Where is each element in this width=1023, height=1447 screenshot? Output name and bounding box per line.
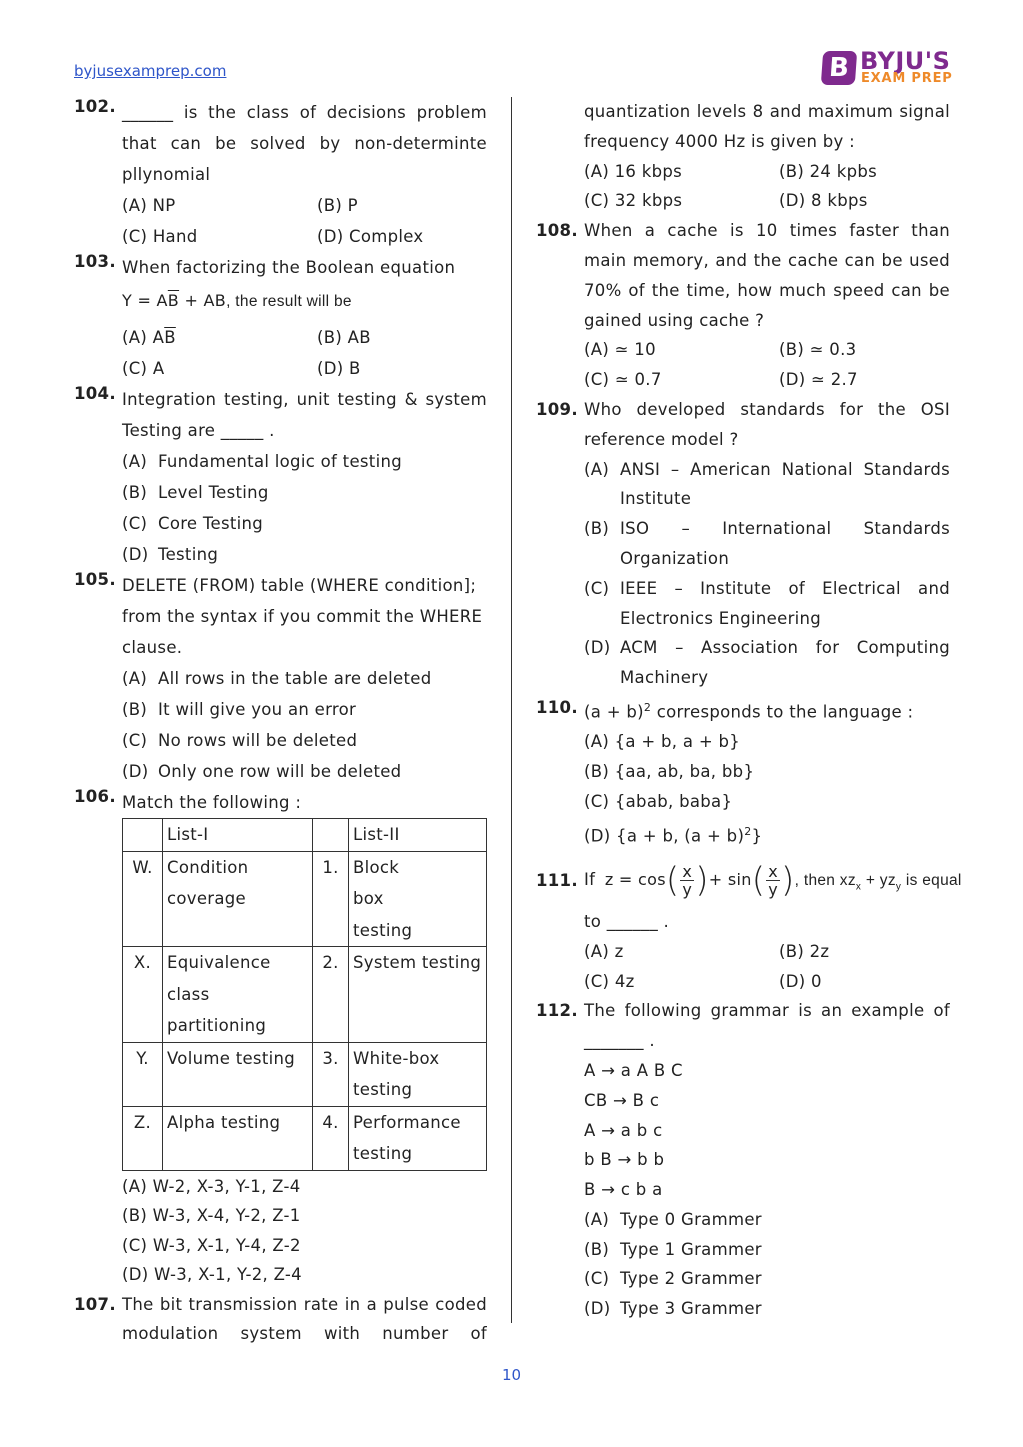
option-c	[122, 508, 487, 539]
option-b: (B) P	[317, 196, 358, 215]
table-cell: X.	[123, 947, 163, 1043]
options	[584, 157, 950, 217]
eq-tail: , the result will be	[226, 293, 352, 310]
table-cell: White-box testing	[349, 1042, 487, 1106]
question-107-continued	[536, 97, 950, 216]
table-cell: Equivalence class partitioning	[163, 947, 313, 1043]
fraction-numerator: x	[682, 861, 693, 881]
question-text	[584, 693, 950, 727]
fraction-denominator: y	[768, 879, 779, 899]
question-text: Match the following :	[122, 793, 302, 812]
logo-title: BYJU'S	[860, 47, 951, 75]
question-number: 104.	[74, 384, 116, 403]
grammar-rule: b B → b b	[584, 1150, 665, 1170]
question-104	[74, 384, 487, 570]
option-a	[122, 322, 317, 353]
option-d: (D) 0	[779, 971, 822, 991]
option-letter: (A)	[584, 459, 610, 479]
is-equal: is equal	[901, 871, 962, 889]
option-letter: (B)	[584, 519, 610, 539]
option-text: ANSI – American National Standards Institute	[620, 459, 950, 509]
table-cell: 1.	[313, 851, 349, 947]
question-text-to: to ______ .	[584, 911, 670, 931]
question-number: 106.	[74, 787, 116, 806]
text-sup: 2	[643, 700, 652, 714]
option-b: (B) {aa, ab, ba, bb}	[584, 762, 755, 782]
option-text: It will give you an error	[158, 700, 357, 719]
grammar-rule: A → a A B C	[584, 1060, 683, 1080]
option-a: (A) {a + b, a + b}	[584, 732, 741, 752]
options	[122, 190, 487, 252]
options	[584, 937, 950, 997]
option-text: Only one row will be deleted	[158, 762, 402, 781]
table-row	[123, 1042, 487, 1106]
site-link[interactable]: byjusexamprep.com	[74, 62, 227, 80]
options	[122, 446, 487, 570]
option-d	[122, 539, 487, 570]
question-number: 105.	[74, 570, 116, 589]
option-letter: (D)	[122, 545, 149, 564]
sub-y: y	[895, 881, 902, 893]
option-d	[584, 817, 950, 851]
table-cell: Alpha testing	[163, 1106, 313, 1170]
question-112	[536, 996, 950, 1324]
question-text: When factorizing the Boolean equation	[122, 258, 456, 277]
option-b: (B) 24 kpbs	[779, 161, 878, 181]
table-cell: 3.	[313, 1042, 349, 1106]
table-cell: Y.	[123, 1042, 163, 1106]
table-cell: 4.	[313, 1106, 349, 1170]
option-d	[584, 633, 950, 693]
plus-sin: + sin	[708, 869, 752, 889]
option-d	[584, 1294, 950, 1324]
question-text: Integration testing, unit testing & system Testing are _____ .	[122, 390, 487, 440]
paren-close: )	[781, 860, 795, 901]
option-a: (A) NP	[122, 196, 176, 215]
option-a	[584, 455, 950, 515]
question-number: 107.	[74, 1294, 116, 1314]
option-d: (D) B	[317, 359, 361, 378]
table-cell: Z.	[123, 1106, 163, 1170]
option-text: Core Testing	[158, 514, 264, 533]
option-letter: (D)	[584, 1299, 611, 1319]
table-header-row	[123, 819, 487, 852]
plus-y: + yz	[861, 871, 896, 889]
option-text: All rows in the table are deleted	[158, 669, 432, 688]
options	[584, 1205, 950, 1324]
options	[584, 727, 950, 851]
option-letter: (C)	[122, 514, 148, 533]
fraction-denominator: y	[682, 879, 693, 899]
option-text: No rows will be deleted	[158, 731, 358, 750]
match-table	[122, 818, 487, 1171]
question-text: When a cache is 10 times faster than main memory, and the cache can be used 70% of the time, how much speed can be gained using cache ?	[584, 221, 950, 330]
logo-mark-icon: B	[821, 51, 857, 85]
question-109	[536, 395, 950, 693]
option-d-post: }	[751, 826, 763, 846]
question-103	[74, 252, 487, 384]
option-b	[584, 514, 950, 574]
question-text-part-2: quantization levels 8 and maximum signal frequency 4000 Hz is given by :	[584, 102, 950, 151]
option-text: Type 3 Grammer	[620, 1299, 762, 1319]
table-cell: System testing	[349, 947, 487, 1043]
question-text: ______ is the class of decisions problem that can be solved by non-determinte pllynomial	[122, 103, 487, 184]
table-cell: Volume testing	[163, 1042, 313, 1106]
text-post: corresponds to the language :	[651, 702, 914, 722]
option-letter: (C)	[584, 1269, 610, 1289]
grammar-rule: B → c b a	[584, 1180, 663, 1200]
options	[122, 663, 487, 787]
eq-prefix: Y = A	[122, 291, 168, 310]
option-d: (D) 8 kbps	[779, 191, 868, 211]
boolean-equation	[122, 283, 487, 320]
option-a-bar: $\overline{B}$	[164, 328, 176, 347]
question-110	[536, 693, 950, 851]
question-number: 108.	[536, 221, 578, 241]
option-c: (C) A	[122, 359, 165, 378]
option-c: (C) {abab, baba}	[584, 791, 733, 811]
question-number: 112.	[536, 1001, 578, 1021]
table-cell	[123, 819, 163, 852]
options	[584, 335, 950, 395]
table-cell	[313, 819, 349, 852]
fraction-numerator: x	[768, 861, 779, 881]
page-number: 10	[501, 1366, 522, 1384]
option-b	[122, 477, 487, 508]
question-equation	[584, 857, 962, 903]
logo-subtitle: EXAM PREP	[861, 71, 953, 86]
option-a	[584, 1205, 950, 1235]
option-c	[584, 574, 950, 634]
right-column	[536, 97, 962, 1324]
question-number: 102.	[74, 97, 116, 116]
option-letter: (A)	[584, 1209, 610, 1229]
question-text-part-1: The bit transmission rate in a pulse coded modulation system with number of	[122, 1294, 487, 1343]
fraction	[680, 863, 694, 898]
grammar-rule: A → a b c	[584, 1120, 663, 1140]
table-cell: 2.	[313, 947, 349, 1043]
option-letter: (B)	[122, 700, 148, 719]
table-row	[123, 851, 487, 947]
eq-suffix: + AB	[179, 291, 227, 310]
option-c	[584, 1264, 950, 1294]
option-b: (B) 2z	[779, 941, 830, 961]
table-row	[123, 1106, 487, 1170]
option-c: (C) 4z	[584, 971, 635, 991]
option-d: (D) ≃ 2.7	[779, 370, 858, 390]
if-label: If	[584, 869, 596, 889]
question-107	[74, 1290, 487, 1349]
option-text: Type 0 Grammer	[620, 1209, 762, 1229]
paren-open: (	[665, 860, 680, 901]
options	[122, 322, 487, 384]
question-number: 103.	[74, 252, 116, 271]
option-c: (C) ≃ 0.7	[584, 370, 662, 390]
option-b: (B) AB	[317, 328, 371, 347]
paren-close: )	[695, 860, 709, 901]
option-a-label: (A) A	[122, 328, 165, 347]
option-text: Testing	[158, 545, 219, 564]
eq-bar: $\overline{B}$	[167, 291, 180, 310]
table-cell: W.	[123, 851, 163, 947]
table-header-list-2: List-II	[349, 819, 487, 852]
question-106	[74, 787, 487, 1290]
option-c	[122, 725, 487, 756]
then-text: , then xz	[794, 871, 856, 889]
option-text: ACM – Association for Computing Machinery	[620, 638, 950, 688]
option-a: (A) W-2, X-3, Y-1, Z-4	[122, 1176, 301, 1196]
option-letter: (D)	[122, 762, 149, 781]
question-text: The following grammar is an example of _______ .	[584, 1001, 950, 1051]
table-cell: Condition coverage	[163, 851, 313, 947]
option-text: Type 1 Grammer	[620, 1239, 762, 1259]
question-108	[536, 216, 950, 395]
question-number: 111.	[536, 870, 578, 890]
question-111	[536, 857, 962, 996]
question-102	[74, 97, 487, 252]
option-d: (D) Complex	[317, 227, 424, 246]
option-text: Fundamental logic of testing	[158, 452, 402, 471]
option-letter: (B)	[584, 1239, 610, 1259]
options	[584, 455, 950, 693]
option-c: (C) Hand	[122, 227, 198, 246]
question-number: 110.	[536, 697, 578, 717]
z-eq: z = cos	[604, 869, 666, 889]
column-divider	[511, 97, 512, 1323]
option-letter: (B)	[122, 483, 148, 502]
option-text: IEEE – Institute of Electrical and Electronics Engineering	[620, 578, 950, 628]
paren-open: (	[751, 860, 766, 901]
table-row	[123, 947, 487, 1043]
option-letter: (C)	[122, 731, 148, 750]
option-a: (A) ≃ 10	[584, 340, 656, 360]
option-d	[122, 756, 487, 787]
table-cell: Block box testing	[349, 851, 487, 947]
sub-x: x	[855, 881, 862, 893]
question-number: 109.	[536, 399, 578, 419]
grammar-rule: CB → B c	[584, 1090, 660, 1110]
text-pre: (a + b)	[584, 702, 644, 722]
option-letter: (A)	[122, 452, 148, 471]
option-letter: (D)	[584, 638, 611, 658]
option-b	[584, 1235, 950, 1265]
option-b: (B) W-3, X-4, Y-2, Z-1	[122, 1206, 301, 1225]
option-text: ISO – International Standards Organization	[620, 519, 950, 568]
option-a: (A) z	[584, 941, 624, 961]
option-a	[122, 446, 487, 477]
question-text: DELETE (FROM) table (WHERE condition]; from the syntax if you commit the WHERE clause.	[122, 576, 483, 657]
table-cell: Performance testing	[349, 1106, 487, 1170]
fraction	[766, 863, 780, 898]
question-105	[74, 570, 487, 787]
question-text: Who developed standards for the OSI reference model ?	[584, 399, 950, 449]
option-a: (A) 16 kbps	[584, 161, 683, 181]
left-column	[74, 97, 487, 1349]
table-header-list-1: List-I	[163, 819, 313, 852]
option-text: Type 2 Grammer	[620, 1269, 762, 1289]
grammar-rules	[584, 1056, 950, 1205]
options	[122, 1172, 487, 1290]
option-letter: (A)	[122, 669, 148, 688]
option-c: (C) W-3, X-1, Y-4, Z-2	[122, 1235, 301, 1255]
option-d-sup: 2	[744, 824, 752, 838]
option-d: (D) W-3, X-1, Y-2, Z-4	[122, 1265, 302, 1284]
option-letter: (C)	[584, 578, 610, 598]
option-d-pre: (D) {a + b, (a + b)	[584, 826, 745, 846]
option-c: (C) 32 kbps	[584, 191, 683, 211]
option-a	[122, 663, 487, 694]
option-b	[122, 694, 487, 725]
option-b: (B) ≃ 0.3	[779, 340, 857, 360]
option-text: Level Testing	[158, 483, 269, 502]
